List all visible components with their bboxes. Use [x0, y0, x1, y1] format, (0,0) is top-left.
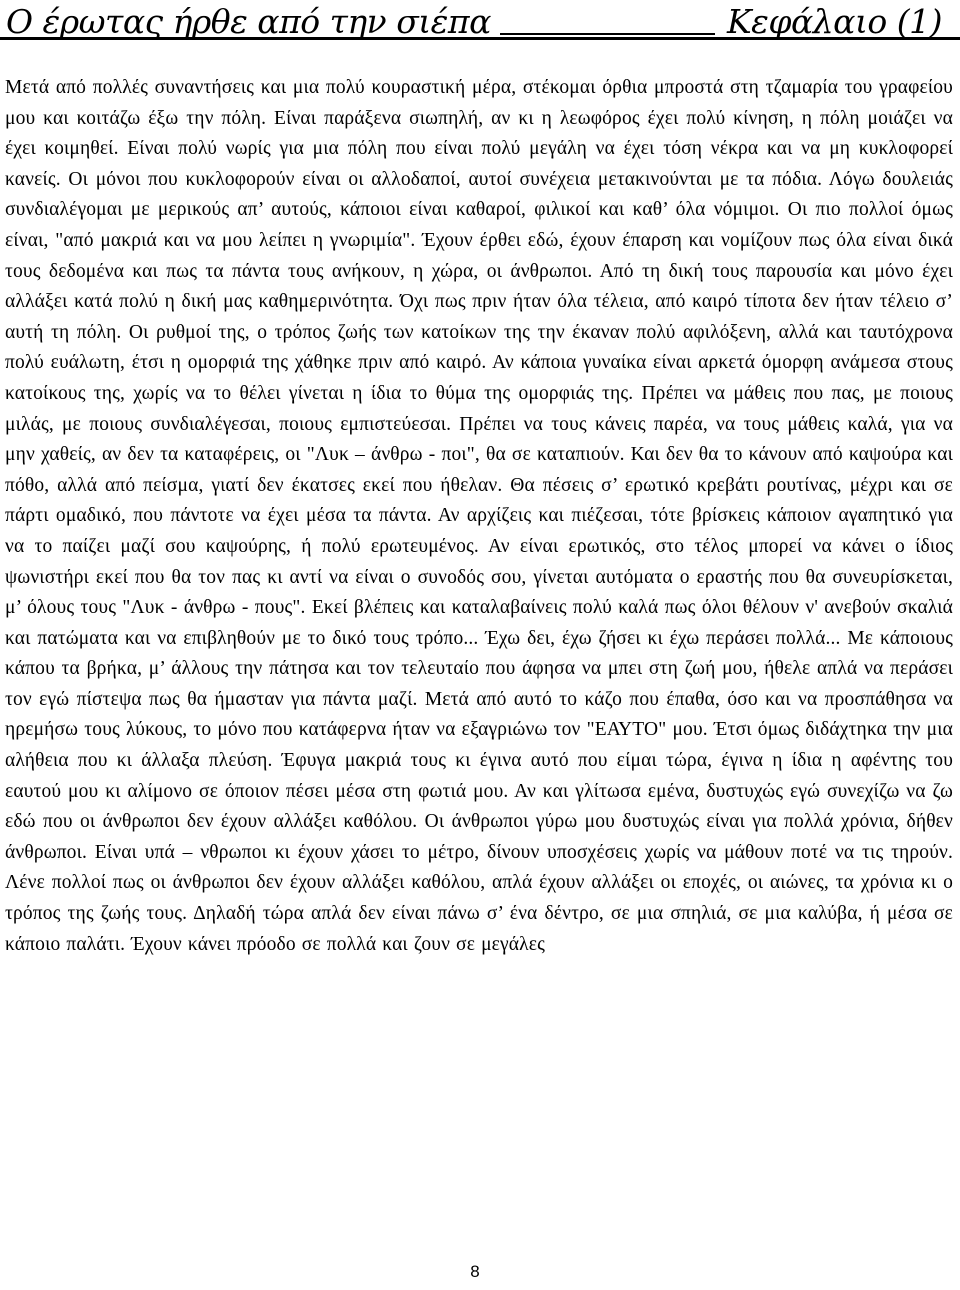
page-header [0, 0, 960, 48]
body-paragraph: Μετά από πολλές συναντήσεις και μια πολύ κουραστική μέρα, στέκομαι όρθια μπροστά στη τζαμαρία του γραφείου μου και κοιτάζω έξω την πόλη. Είναι παράξενα σιωπηλή, αν κι η λεωφόρος έχει πολύ κίνηση, η πόλη μοιάζει να έχει κοιμηθεί. Είναι πολύ νωρίς για μια πόλη που είναι πολύ μεγάλη να έχει τόση νέκρα και να μη κυκλοφορεί κανείς. Οι μόνοι που κυκλοφορούν είναι οι αλλοδαποί, αυτοί συνέχεια μετακινούνται με τα πόδια. Λόγω δουλειάς συνδιαλέγομαι με μερικούς απ’ αυτούς, κάποιοι είναι καθαροί, φιλικοί και καθ’ όλα νόμιμοι. Οι πιο πολλοί όμως είναι, "από μακριά και να μου λείπει η γνωριμία". Έχουν έρθει εδώ, έχουν έπαρση και νομίζουν πως όλα είναι δικά τους δεδομένα και πως τα πάντα τους ανήκουν, η χώρα, οι άνθρωποι. Από τη δική τους παρουσία και μόνο έχει αλλάξει κατά πολύ η δική μας καθημερινότητα. Όχι πως πριν ήταν όλα τέλεια, από καιρό τίποτα δεν ήταν τέλειο σ’ αυτή τη πόλη. Οι ρυθμοί της, ο τρόπος ζωής των κατοίκων της την έκαναν πολύ αφιλόξενη, αλλά και ταυτόχρονα πολύ ευάλωτη, έτσι η ομορφιά της χάθηκε πριν από καιρό. Αν κάποια γυναίκα είναι αρκετά όμορφη ανάμεσα στους κατοίκους της, χωρίς να το θέλει γίνεται η ίδια το θύμα της ομορφιάς της. Πρέπει να μάθεις που πας, με ποιους μιλάς, με ποιους συνδιαλέγεσαι, ποιους εμπιστεύεσαι. Πρέπει να τους κάνεις παρέα, να τους μάθεις καλά, για να μην χαθείς, αν δεν τα καταφέρεις, οι "Λυκ – άνθρω - ποι", θα σε καταπιούν. Και δεν θα το κάνουν από καψούρα και πόθο, αλλά από πείσμα, γιατί δεν έκατσες εκεί που ήθελαν. Θα πέσεις σ’ ερωτικό κρεβάτι ρουτίνας, μέχρι και σε πάρτι ομαδικό, που πάντοτε να έχει μέσα τα πάντα. Αν αρχίζεις και πιέζεσαι, τότε βρίσκεις κάποιον αγαπητικό για να το παίζει μαζί σου καψούρης, ή πολύ ερωτευμένος. Αν είναι ερωτικός, στο τέλος μπορεί να κάνει ο ίδιος ψωνιστήρι εκεί που θα τον πας κι αντί να είναι ο συνοδός σου, γίνεται αυτόματα ο εραστής που θα συνευρίσκεται, μ’ όλους τους "Λυκ - άνθρω - πους". Εκεί βλέπεις και καταλαβαίνεις πολύ καλά πως όλοι θέλουν ν' ανεβούν σκαλιά και πατώματα και να επιβληθούν με το δικό τους τρόπο... Έχω δει, έχω ζήσει κι έχω περάσει πολλά... Με κάποιους κάπου τα βρήκα, μ’ άλλους την πάτησα και τον τελευταίο που άφησα να μπει στη ζωή μου, ήθελε απλά να περάσει τον εγώ πίστεψα πως θα ήμασταν για πάντα μαζί. Μετά από αυτό το κάζο που έπαθα, όσο και να προσπάθησα να ηρεμήσω τους λύκους, το μόνο που κατάφερνα ήταν να εξαγριώνω τον "ΕΑΥΤΟ" μου. Έτσι όμως διδάχτηκα την μια αλήθεια που κι άλλαξα πλεύση. Έφυγα μακριά τους κι έγινα αυτό που είμαι τώρα, έγινα η ίδια η αφέντης του εαυτού μου κι αλίμονο σε όποιον πέσει μέσα στη φωτιά μου. Αν και γλίτωσα εμένα, δυστυχώς εγώ συνεχίζω να ζω εδώ που οι άνθρωποι δεν έχουν αλλάξει καθόλου. Οι άνθρωποι γύρω μου δυστυχώς είναι για πολλά χρόνια, δήθεν άνθρωποι. Είναι υπά – νθρωποι κι έχουν χάσει το μέτρο, δίνουν υποσχέσεις χωρίς να μάθουν ποτέ να τις τηρούν. Λένε πολλοί πως οι άνθρωποι δεν έχουν αλλάξει καθόλου, απλά έχουν αλλάξει οι εποχές, οι αιώνες, τα χρόνια κι ο τρόπος της ζωής τους. Δηλαδή τώρα απλά δεν είναι πάνω σ’ ένα δέντρο, σε μια σπηλιά, σε μια καλύβα, ή μέσα σε κάποιο παλάτι. Έχουν κάνει πρόοδο σε πολλά και ζουν σε μεγάλες [5, 77, 953, 955]
header-underline [500, 33, 715, 35]
book-title: Ο έρωτας ήρθε από την σιέπα [6, 2, 491, 41]
header-divider [0, 37, 960, 40]
chapter-title: Κεφάλαιο (1) [727, 2, 942, 41]
page-number: 8 [470, 1262, 480, 1281]
